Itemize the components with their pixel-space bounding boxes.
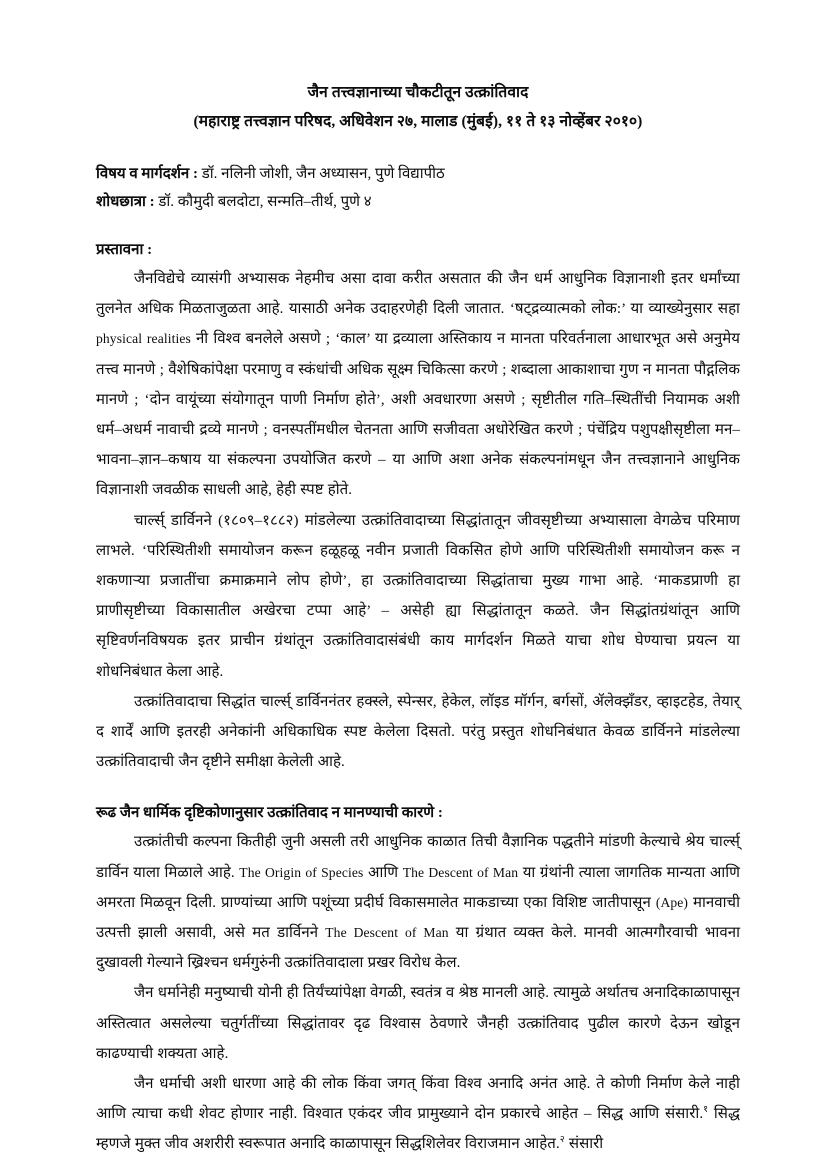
paragraph-2: चार्ल्स् डार्विनने (१८०९–१८८२) मांडलेल्या उत्क्रांतिवादाच्या सिद्धांतातून जीवसृष्टीच्या अभ्यासाला वेगळेच परिमाण लाभले. ‘परिस्थितीशी समायोजन करून हळूहळू नवीन प्रजाती विकसित होणे आणि परिस्थितीशी समायोजन करू न शकणाऱ्या प्रजातींचा क्रमाक्रमाने लोप होणे’, हा उत्क्रांतिवादाच्या सिद्धांताचा मुख्य गाभा आहे. ‘माकडप्राणी हा प्राणीसृष्टीच्या विकासातील अखेरचा टप्पा आहे’ – असेही ह्या सिद्धांतातून कळते. जैन सिद्धांतग्रंथांतून आणि सृष्टिवर्णनविषयक इतर प्राचीन ग्रंथांतून उत्क्रांतिवादासंबंधी काय मार्गदर्शन मिळते याचा शोध घेण्याचा प्रयत्न या शोधनिबंधात केला आहे. — [96, 512, 740, 680]
title-descent-of-man-2: The Descent of Man — [325, 925, 449, 941]
title-descent-of-man-1: The Descent of Man — [402, 864, 519, 880]
paragraph-6 — [96, 1069, 740, 1160]
paragraph-6-part-b: सिद्ध म्हणजे मुक्त जीव अशरीरी स्वरूपात अनादि काळापासून सिद्धशिलेवर विराजमान आहेत. — [96, 1106, 740, 1153]
paragraph-6-part-a: जैन धर्माची अशी धारणा आहे की लोक किंवा जगत् किंवा विश्व अनादि अनंत आहे. ते कोणी निर्माण केले नाही आणि त्याचा कधी शेवट होणार नाही. विश्वात एकंदर जीव प्रामुख्याने दोन प्रकारचे आहेत – सिद्ध आणि संसारी. — [96, 1076, 740, 1123]
term-physical-realities: physical realities — [96, 331, 191, 347]
paragraph-1 — [96, 264, 740, 506]
paragraph-4 — [96, 827, 740, 978]
researcher-value: डॉ. कौमुदी बलदोटा, सन्मति–तीर्थ, पुणे ४ — [154, 194, 372, 210]
paragraph-4-part-b: आणि — [363, 864, 403, 881]
paragraph-3: उत्क्रांतिवादाचा सिद्धांत चार्ल्स् डार्विननंतर हक्स्ले, स्पेन्सर, हेकेल, लॉइड मॉर्गन, बर्गसों, ॲलेक्झँडर, व्हाइटहेड, तेयार् द शार्दें आणि इतरही अनेकांनी अधिकाधिक स्पष्ट केलेला दिसतो. परंतु प्रस्तुत शोधनिबंधात केवळ डार्विनने मांडलेल्या उत्क्रांतिवादाची जैन दृष्टीने समीक्षा केलेली आहे. — [96, 693, 740, 771]
section-heading-introduction: प्रस्तावना : — [96, 242, 153, 258]
section-heading-reasons: रूढ जैन धार्मिक दृष्टिकोणानुसार उत्क्रांतिवाद न मानण्याची कारणे : — [96, 805, 443, 822]
paragraph-1-part-a: जैनविद्येचे व्यासंगी अभ्यासक नेहमीच असा दावा करीत असतात की जैन धर्म आधुनिक विज्ञानाशी इतर धर्मांच्या तुलनेत अधिक मिळताजुळता आहे. यासाठी अनेक उदाहरणेही दिली जातात. ‘षट्‌द्रव्यात्मको लोक:’ या व्याख्येनुसार सहा — [96, 271, 740, 318]
guidance-value: डॉ. नलिनी जोशी, जैन अध्यासन, पुणे विद्यापीठ — [197, 166, 445, 182]
metadata-block — [96, 160, 740, 216]
term-ape: (Ape) — [655, 894, 689, 910]
paragraph-4-part-a: उत्क्रांतीची कल्पना कितीही जुनी असली तरी आधुनिक काळात तिची वैज्ञानिक पद्धतीने मांडणी केल्याचे श्रेय चार्ल्स् डार्विन याला मिळाले आहे. — [96, 834, 740, 881]
paragraph-4-part-c: या ग्रंथांनी त्याला जागतिक मान्यता आणि अमरता मिळवून दिली. प्राण्यांच्या आणि पशूंच्या प्रदीर्घ विकासमालेत माकडाच्या एका विशिष्ट जातीपासून — [96, 864, 741, 911]
title-origin-of-species: The Origin of Species — [239, 864, 364, 880]
introduction-body — [96, 264, 740, 777]
paragraph-4-part-e: या ग्रंथात व्यक्त केले. मानवी आत्मगौरवाची भावना दुखावली गेल्याने ख्रिश्चन धर्मगुरुंनी उत्क्रांतिवादाला प्रखर विरोध केल. — [96, 925, 741, 972]
reasons-body — [96, 827, 740, 1159]
paragraph-6-part-c: संसारी — [564, 1136, 604, 1153]
paragraph-1-part-b: नी विश्व बनलेले असणे ; ‘काल’ या द्रव्याला अस्तिकाय न मानता परिवर्तनाला आधारभूत असे अनुमेय तत्त्व मानणे ; वैशेषिकांपेक्षा परमाणु व स्कंधांची अधिक सूक्ष्म चिकित्सा करणे ; शब्दाला आकाशाचा गुण न मानता पौद्गलिक मानणे ; ‘दोन वायूंच्या संयोगातून पाणी निर्माण होते’, अशी अवधारणा असणे ; सृष्टीतील गति–स्थितींची नियामक अशी धर्म–अधर्म नावाची द्रव्ये मानणे ; वनस्पतींमधील चेतनता आणि सजीवता अधोरेखित करणे ; पंचेंद्रिय पशुपक्षीसृष्टीला मन–भावना–ज्ञान–कषाय या संकल्पना उपयोजित करणे – या आणि अशा अनेक संकल्पनांमधून जैन तत्त्वज्ञानाने आधुनिक विज्ञानाशी जवळीक साधली आहे, हेही स्पष्ट होते. — [96, 331, 740, 499]
researcher-line — [96, 188, 740, 216]
footnote-marker-1: १ — [703, 1105, 709, 1116]
page-title: जैन तत्त्वज्ञानाच्या चौकटीतून उत्क्रांतिवाद — [307, 84, 529, 101]
guidance-label: विषय व मार्गदर्शन : — [96, 166, 198, 182]
guidance-line — [96, 160, 740, 188]
footnote-marker-2: २ — [559, 1135, 565, 1146]
researcher-label: शोधछात्रा : — [96, 194, 155, 210]
page-subtitle: (महाराष्ट्र तत्त्वज्ञान परिषद, अधिवेशन २७, मालाड (मुंबई), ११ ते १३ नोव्हेंबर २०१०) — [193, 113, 643, 130]
paragraph-4-part-d: मानवाची उत्पत्ती झाली असावी, असे मत डार्विनने — [96, 894, 741, 942]
paragraph-5: जैन धर्मानेही मनुष्याची योनी ही तिर्यंच्यांपेक्षा वेगळी, स्वतंत्र व श्रेष्ठ मानली आहे. त्यामुळे अर्थातच अनादिकाळापासून अस्तित्वात असलेल्या चतुर्गतींच्या सिद्धांतावर दृढ विश्वास ठेवणारे जैनही उत्क्रांतिवाद पुढील कारणे देऊन खोडून काढण्याची शक्यता आहे. — [96, 985, 740, 1062]
